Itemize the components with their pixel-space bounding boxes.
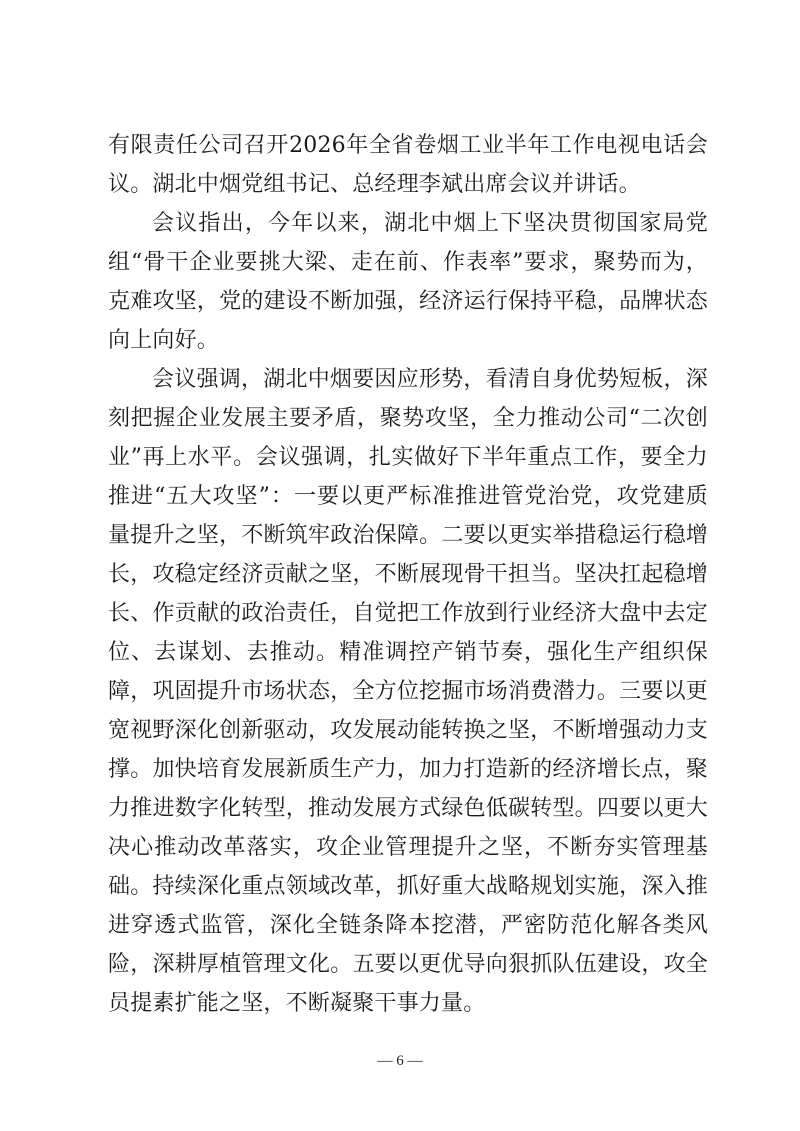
page-number: — 6 —: [377, 1053, 423, 1069]
body-text: [108, 126, 708, 1023]
paragraph-meeting-intro: 有限责任公司召开2026年全省卷烟工业半年工作电视电话会议。湖北中烟党组书记、总经理李斌出席会议并讲话。: [108, 133, 708, 197]
paragraph-meeting-points: 会议指出，今年以来，湖北中烟上下坚决贯彻国家局党组“骨干企业要挑大梁、走在前、作表率”要求，聚势而为，克难攻坚，党的建设不断加强，经济运行保持平稳，品牌状态向上向好。: [108, 211, 708, 353]
paragraph-meeting-emphasis: 会议强调，湖北中烟要因应形势，看清自身优势短板，深刻把握企业发展主要矛盾，聚势攻坚，全力推动公司“二次创业”再上水平。会议强调，扎实做好下半年重点工作，要全力推进“五大攻坚”：一要以更严标准推进管党治党，攻党建质量提升之坚，不断筑牢政治保障。二要以更实举措稳运行稳增长，攻稳定经济贡献之坚，不断展现骨干担当。坚决扛起稳增长、作贡献的政治责任，自觉把工作放到行业经济大盘中去定位、去谋划、去推动。精准调控产销节奏，强化生产组织保障，巩固提升市场状态，全方位挖掘市场消费潜力。三要以更宽视野深化创新驱动，攻发展动能转换之坚，不断增强动力支撑。加快培育发展新质生产力，加力打造新的经济增长点，聚力推进数字化转型，推动发展方式绿色低碳转型。四要以更大决心推动改革落实，攻企业管理提升之坚，不断夯实管理基础。持续深化重点领域改革，抓好重大战略规划实施，深入推进穿透式监管，深化全链条降本挖潜，严密防范化解各类风险，深耕厚植管理文化。五要以更优导向狠抓队伍建设，攻全员提素扩能之坚，不断凝聚干事力量。: [108, 367, 708, 1016]
